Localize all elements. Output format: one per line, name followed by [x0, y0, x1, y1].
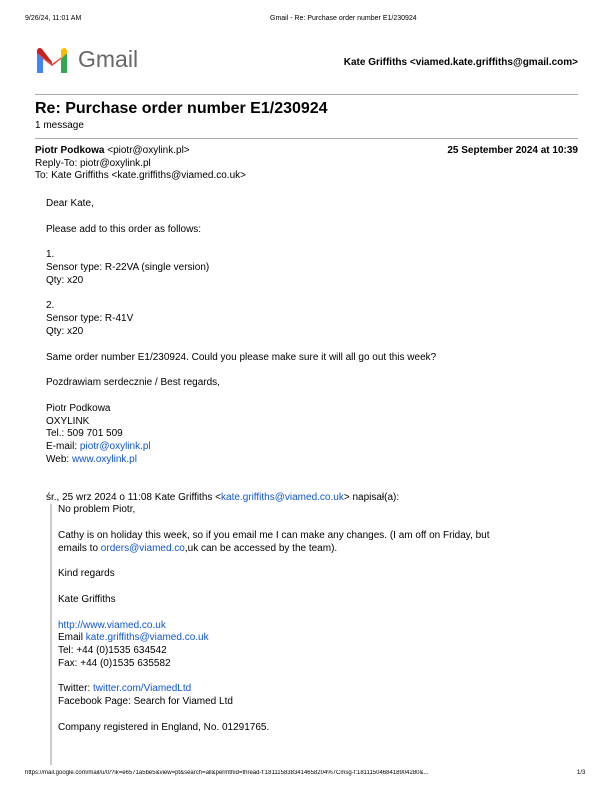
signature-tel: Tel.: 509 701 509	[46, 428, 123, 440]
item-type: Sensor type: R-41V	[46, 313, 134, 325]
divider	[35, 94, 578, 95]
web-label: Web:	[46, 453, 72, 465]
item-qty: Qty: x20	[46, 325, 84, 337]
item-number: 2.	[46, 300, 55, 312]
twitter-link[interactable]: twitter.com/ViamedLtd	[93, 683, 192, 695]
thread-subject: Re: Purchase order number E1/230924	[35, 100, 328, 117]
recipient: To: Kate Griffiths <kate.griffiths@viamed.co.uk>	[35, 170, 246, 181]
message-count: 1 message	[35, 120, 84, 131]
print-title: Gmail - Re: Purchase order number E1/230924	[270, 15, 417, 22]
viamed-url-link[interactable]: http://www.viamed.co.uk	[58, 619, 166, 631]
reply-to: Reply-To: piotr@oxylink.pl	[35, 157, 151, 169]
quote-line: Cathy is on holiday this week, so if you email me I can make any changes. (I am off on Friday, but	[58, 529, 490, 541]
quote-facebook: Facebook Page: Search for Viamed Ltd	[58, 696, 233, 708]
quote-fax: Fax: +44 (0)1535 635582	[58, 657, 171, 669]
gmail-logo-text: Gmail	[78, 46, 139, 72]
account-label: Kate Griffiths <viamed.kate.griffiths@gmail.com>	[343, 57, 578, 68]
quote-company: Company registered in England, No. 01291765.	[58, 721, 270, 733]
kate-email-link[interactable]: kate.griffiths@viamed.co.uk	[85, 632, 209, 644]
greeting: Dear Kate,	[46, 198, 94, 209]
item-number: 1.	[46, 249, 55, 261]
quote-header: śr., 25 wrz 2024 o 11:08 Kate Griffiths <kate.griffiths@viamed.co.uk> napisał(a):	[46, 491, 400, 503]
quote-line: Kind regards	[58, 568, 115, 580]
sender-email: <piotr@oxylink.pl>	[107, 145, 190, 156]
quote-email-link[interactable]: kate.griffiths@viamed.co.uk	[221, 491, 344, 503]
quote-line: No problem Piotr,	[58, 504, 136, 516]
regards: Pozdrawiam serdecznie / Best regards,	[46, 377, 220, 389]
signature-web-link[interactable]: www.oxylink.pl	[71, 453, 137, 465]
request-text: Same order number E1/230924. Could you please make sure it will all go out this week?	[46, 351, 437, 363]
email-label: E-mail:	[46, 441, 80, 453]
print-datetime: 9/26/24, 11:01 AM	[25, 15, 82, 22]
page-number: 1/3	[577, 770, 586, 776]
signature-company: OXYLINK	[46, 415, 90, 427]
divider	[35, 138, 578, 139]
item-type: Sensor type: R-22VA (single version)	[46, 261, 210, 273]
quoted-message: No problem Piotr, Cathy is on holiday this week, so if you email me I can make any changes. (I am off on Friday, but emails to orders@viamed.co,uk can be accessed by the team). Kind regards Kate Griffiths http://www.viamed.co.uk Email kate.griffiths@viamed.co.uk Tel: +44 (0)1535 634542 Fax: +44 (0)1535 635582 Twitter: twitter.com/ViamedLtd Facebook Page: Search for Viamed Ltd Company registered in England, No. 01291765.	[50, 504, 566, 764]
quote-tel: Tel: +44 (0)1535 634542	[58, 645, 167, 657]
message-header	[35, 145, 246, 183]
message-date: 25 September 2024 at 10:39	[447, 145, 578, 156]
orders-email-link[interactable]: orders@viamed.co	[100, 542, 185, 554]
gmail-logo-icon	[35, 47, 69, 78]
signature-email-link[interactable]: piotr@oxylink.pl	[79, 441, 151, 453]
print-url: https://mail.google.com/mail/u/0/?ik=e6571a5be5&view=pt&search=all&permthid=thread-f:1811158383414658204%7Cmsg-f:1811150468418904280&...	[25, 770, 429, 776]
message-body	[46, 198, 566, 765]
intro: Please add to this order as follows:	[46, 223, 202, 235]
sender-name: Piotr Podkowa	[35, 145, 105, 156]
quote-line: Kate Griffiths	[58, 593, 116, 605]
signature-name: Piotr Podkowa	[46, 402, 111, 414]
item-qty: Qty: x20	[46, 274, 84, 286]
